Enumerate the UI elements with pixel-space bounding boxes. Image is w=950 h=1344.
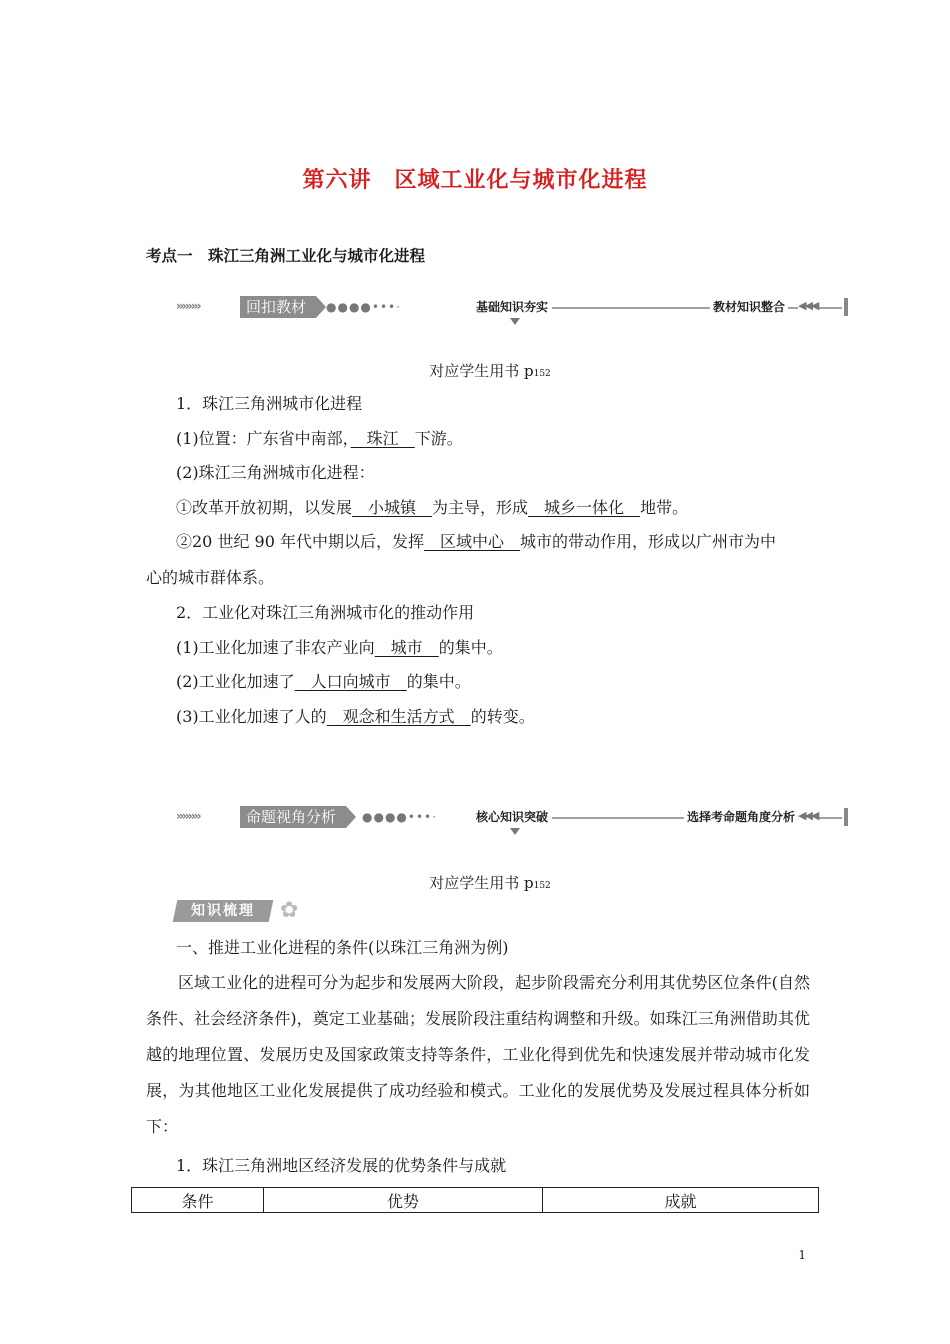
table-header-cell: 成就: [543, 1188, 819, 1213]
banner-right-label: 选择考命题角度分析: [684, 808, 798, 825]
section1-line1: (1)位置：广东省中南部， 珠江 下游。: [176, 429, 463, 448]
fill-blank: 城乡一体化: [528, 498, 641, 517]
table-header-row: [132, 1188, 819, 1213]
reference-text: 对应学生用书 p: [429, 874, 534, 892]
banner-arrows-icon: ››››››››: [176, 299, 200, 313]
banner-proposition-analysis: [176, 806, 848, 830]
section1-line4: ②20 世纪 90 年代中期以后，发挥 区域中心 城市的带动作用，形成以广州市为中: [176, 532, 777, 551]
banner-dots-icon: ●●●●•••·: [362, 810, 437, 824]
banner-right-label: 教材知识整合: [710, 298, 788, 315]
banner-arrows-icon: ››››››››: [176, 809, 200, 823]
part1-paragraph: 区域工业化的进程可分为起步和发展两大阶段，起步阶段需充分利用其优势区位条件(自然条件、社会经济条件)，奠定工业基础；发展阶段注重结构调整和升级。如珠江三角洲借助其优越的地理位置、发展历史及国家政策支持等条件，工业化得到优先和快速发展并带动城市化发展，为其他地区工业化发展提供了成功经验和模式。工业化的发展优势及发展过程具体分析如下：: [146, 973, 810, 1136]
lecture-title: 第六讲 区域工业化与城市化进程: [302, 168, 648, 193]
banner-review-textbook: [176, 296, 848, 320]
section2-line3: (3)工业化加速了人的 观念和生活方式 的转变。: [176, 707, 535, 726]
banner-end-bar: [844, 298, 848, 316]
part1-heading: 一、推进工业化进程的条件(以珠江三角洲为例): [176, 938, 509, 957]
flower-icon: ✿: [280, 898, 299, 923]
conditions-table: [131, 1187, 819, 1213]
section1-line4-cont: 心的城市群体系。: [146, 568, 275, 587]
section2-heading: 2．工业化对珠江三角洲城市化的推动作用: [176, 603, 475, 622]
fill-blank: 区域中心: [423, 532, 520, 551]
section1-heading: 1．珠江三角洲城市化进程: [176, 394, 363, 413]
banner-tag: 回扣教材: [240, 296, 316, 318]
table-header-cell: 优势: [264, 1188, 543, 1213]
fill-blank: 人口向城市: [294, 672, 407, 691]
table-header-cell: 条件: [132, 1188, 264, 1213]
reference-page: 152: [533, 881, 551, 891]
fill-blank: 小城镇: [352, 498, 433, 517]
reference-line: [0, 872, 950, 893]
banner-tag: 命题视角分析: [240, 806, 346, 828]
section2-line1: (1)工业化加速了非农产业向 城市 的集中。: [176, 638, 503, 657]
reference-line: [0, 360, 950, 381]
banner-dots-icon: ●●●●•••·: [326, 300, 401, 314]
section2-line2: (2)工业化加速了 人口向城市 的集中。: [176, 672, 471, 691]
triangle-down-icon: [510, 828, 520, 835]
section1-line3: ①改革开放初期，以发展 小城镇 为主导，形成 城乡一体化 地带。: [176, 498, 689, 517]
part1-subheading: 1．珠江三角洲地区经济发展的优势条件与成就: [176, 1156, 507, 1175]
page-number: 1: [798, 1248, 806, 1262]
fill-blank: 观念和生活方式: [326, 707, 471, 726]
fill-blank: 城市: [374, 638, 439, 657]
triangle-down-icon: [510, 318, 520, 325]
banner-end-bar: [844, 808, 848, 826]
reference-text: 对应学生用书 p: [429, 362, 534, 380]
section1-line2: (2)珠江三角洲城市化进程：: [176, 463, 375, 482]
banner-left-arrows-icon: ◀◀◀: [798, 299, 818, 312]
banner-middle-label: 基础知识夯实: [472, 298, 552, 315]
banner-left-arrows-icon: ◀◀◀: [798, 809, 818, 822]
fill-blank: 珠江: [350, 429, 415, 448]
knowledge-review-badge: 知识梳理: [173, 900, 274, 922]
reference-page: 152: [533, 369, 551, 379]
banner-middle-label: 核心知识突破: [472, 808, 552, 825]
kaodian-title: 考点一 珠江三角洲工业化与城市化进程: [146, 247, 426, 265]
